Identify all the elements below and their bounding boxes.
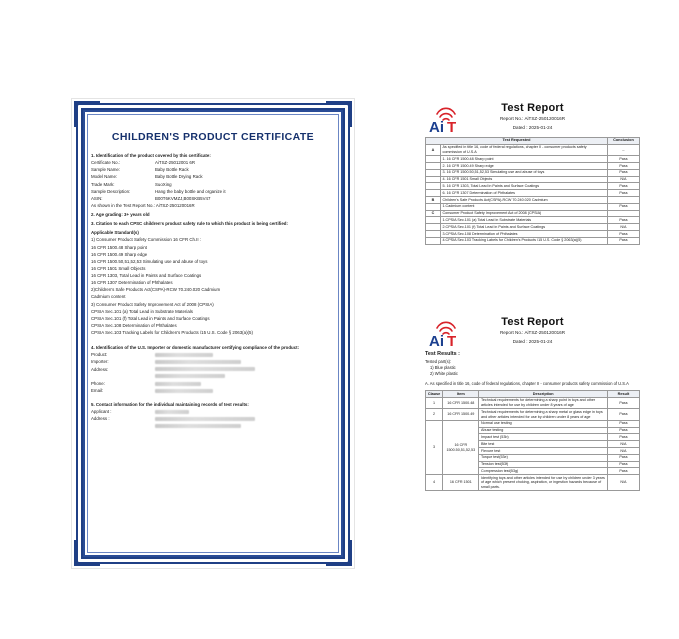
svg-text:T: T — [447, 333, 457, 348]
field-value-redacted — [155, 380, 335, 387]
table-row — [426, 183, 640, 190]
table-row — [426, 224, 640, 231]
row-item: 16 CFR 1500.49 — [443, 409, 479, 420]
contact-field-address-line2 — [91, 422, 335, 429]
certificate-field-trade-mark — [91, 181, 335, 188]
importer-field-product — [91, 351, 335, 358]
tested-part-item: 2) White plastic — [430, 371, 458, 377]
row-result: Pass — [607, 434, 639, 441]
field-label: Applicant : — [91, 409, 112, 415]
row-result: Pass — [607, 203, 639, 210]
field-label: Model Name: — [91, 174, 118, 180]
row-result: Pass — [607, 237, 639, 244]
test-results-title: Test Results : — [425, 350, 460, 357]
row-section — [426, 217, 441, 224]
table-row — [426, 217, 640, 224]
table-header-row — [426, 390, 640, 397]
field-label — [91, 373, 155, 380]
test-requested-table — [425, 137, 640, 245]
field-value-redacted — [155, 415, 335, 422]
field-value-redacted — [155, 408, 335, 415]
row-description: Abuse testing — [479, 427, 607, 434]
field-value: Hang the baby bottle and organize it — [155, 188, 226, 194]
row-clause: 3 — [426, 420, 443, 475]
field-label: ASIN: — [91, 195, 103, 201]
row-description: As specified in title 16, code of federal regulations, chapter II - consumer products safety commission of U.S.A — [440, 144, 607, 155]
field-value-redacted — [155, 366, 335, 373]
row-result: Pass — [607, 409, 639, 420]
column-header-result: Result — [607, 390, 639, 397]
column-header-description: Description — [479, 390, 607, 397]
row-description: Normal use testing — [479, 420, 607, 427]
standard-line: 16 CFR 1500.48 Sharp point — [91, 244, 147, 250]
section-a-note: A. As specified in title 16, code of federal regulations, chapter II - consumer products safety commission of U.S.A — [425, 380, 629, 386]
row-description: 4.CPSIA Sec.103 Tracking Labels for Children's Products /15 U.S. Code § 2063(a)(5) — [440, 237, 607, 244]
row-result — [607, 197, 639, 204]
test-results-table — [425, 390, 640, 491]
importer-field-importer — [91, 358, 335, 365]
row-result: Pass — [607, 162, 639, 169]
row-clause: 4 — [426, 475, 443, 491]
certificate-section-3-heading: 3. Citation to each CPSC children's product safety rule to which this product is being certified: — [91, 221, 288, 227]
standard-line: 16 CFR 1500.50,51,52,53 Simulating use and abuse of toys — [91, 258, 208, 264]
standard-line: 3) Consumer Product Safety Improvement Act of 2008 (CPSIA) — [91, 301, 214, 307]
table-row — [426, 190, 640, 197]
contact-field-applicant — [91, 408, 335, 415]
row-description: 1.CPSIA Sec.101 (a) Total Lead in Substrate Materials — [440, 217, 607, 224]
standard-line: CPSIA Sec.108 Determination of Phthalates — [91, 322, 177, 328]
table-row — [426, 231, 640, 238]
report-date: Dated : 2025-01-24 — [512, 124, 553, 130]
row-result: Pass — [607, 461, 639, 468]
table-row — [426, 144, 640, 155]
row-item: 16 CFR 1501 — [443, 475, 479, 491]
importer-field-address — [91, 366, 335, 373]
row-result: Pass — [607, 231, 639, 238]
tested-part-item: 1) Blue plastic — [430, 365, 456, 371]
applicable-standards-heading: Applicable Standard(s) — [91, 230, 139, 236]
certificate-body — [91, 152, 335, 430]
childrens-product-certificate — [71, 98, 355, 569]
certificate-section-5-heading: 5. Contact information for the individual maintaining records of test results: — [91, 402, 249, 407]
test-report-summary — [411, 98, 654, 306]
importer-field-email — [91, 387, 335, 394]
certificate-field-asin — [91, 195, 335, 202]
row-description: Impact test (53b) — [479, 434, 607, 441]
row-description: 1.Cadmium content — [440, 203, 607, 210]
standard-line: 2)Children's Safe Products Act(CSPA)-RCW 70.240.020 Cadmium — [91, 287, 221, 293]
table-row — [426, 237, 640, 244]
report-number: Report No.: AiTSZ-250120016R — [499, 330, 566, 335]
row-result: N/A — [607, 176, 639, 183]
svg-text:Ai: Ai — [429, 333, 444, 348]
row-description: Bite test — [479, 441, 607, 448]
column-header-test-requested: Test Requested — [426, 137, 608, 144]
field-label: Sample Description: — [91, 188, 131, 194]
field-value: Baby Bottle Rack — [155, 167, 189, 173]
column-header-item: Item — [443, 390, 479, 397]
row-description: 1. 16 CFR 1500.48 Sharp point — [440, 156, 607, 163]
standard-line: 1) Consumer Product Safety Commission 16 CFR Ch.II : — [91, 237, 202, 243]
row-result: Pass — [607, 169, 639, 176]
ait-logo-icon — [425, 104, 479, 134]
field-value: AiTSZ-25012001 6R — [155, 160, 196, 166]
report-title: Test Report — [501, 102, 564, 114]
report-title: Test Report — [501, 316, 564, 328]
svg-text:Ai: Ai — [429, 119, 444, 134]
field-value: Baby Bottle Drying Rack — [155, 174, 203, 180]
field-label: Address: — [91, 366, 109, 372]
row-result: N/A — [607, 448, 639, 455]
contact-field-address — [91, 415, 335, 422]
row-section — [426, 169, 441, 176]
row-section — [426, 203, 441, 210]
field-value-redacted — [155, 387, 335, 394]
row-result: Pass — [607, 190, 639, 197]
certificate-content — [91, 119, 335, 550]
test-results-section — [411, 351, 654, 492]
row-description: 5. 16 CFR 1303, Total Lead in Paints and Surface Coatings — [440, 183, 607, 190]
table-row — [426, 162, 640, 169]
table-row — [426, 210, 640, 217]
field-label: Email: — [91, 387, 104, 393]
row-section: C — [426, 210, 441, 217]
row-description: Torque test(53e) — [479, 454, 607, 461]
row-section — [426, 176, 441, 183]
row-section: A — [426, 144, 441, 155]
field-label — [91, 422, 155, 429]
row-result: Pass — [607, 468, 639, 475]
standard-line: 16 CFR 1500.49 Sharp edge — [91, 251, 148, 257]
table-row — [426, 156, 640, 163]
row-description: 2.CPSIA Sec.101 (f) Total Lead in Paints and Surface Coatings — [440, 224, 607, 231]
row-description: 6. 16 CFR 1307 Determination of Phthalates — [440, 190, 607, 197]
certificate-field-sample-description — [91, 188, 335, 195]
standard-line: CPSIA Sec.101 (a) Total Lead in Substrate Materials — [91, 308, 193, 314]
row-section — [426, 231, 441, 238]
test-report-results — [411, 312, 654, 570]
standard-line: CPSIA Sec.103 Tracking Labels for Children's Products /15 U.S. Code § 2063(a)(5) — [91, 330, 253, 335]
row-section — [426, 237, 441, 244]
row-description: 4. 16 CFR 1501 Small Objects — [440, 176, 607, 183]
ait-logo — [425, 104, 479, 134]
standard-line: 16 CFR 1501 Small Objects — [91, 265, 146, 271]
table-header-row — [426, 137, 640, 144]
table-row — [426, 397, 640, 408]
row-section — [426, 224, 441, 231]
row-item: 16 CFR 1500.48 — [443, 397, 479, 408]
report-date: Dated : 2025-01-24 — [512, 338, 553, 344]
field-label: Importer: — [91, 359, 109, 365]
row-result: Pass — [607, 397, 639, 408]
standard-line: 16 CFR 1307 Determination of Phthalates — [91, 280, 173, 286]
importer-field-address-line2 — [91, 373, 335, 380]
tested-part-label: Tested part(s): — [425, 358, 452, 364]
field-value-redacted — [155, 373, 335, 380]
standard-line: CPSIA Sec.101 (f) Total Lead in Paints and Surface Coatings — [91, 315, 210, 321]
field-label: Trade Mark: — [91, 181, 115, 187]
row-description: Technical requirements for determining a sharp metal or glass edge in toys and other articles intended for use by children under 8 years of age — [479, 409, 607, 420]
row-result: N/A — [607, 475, 639, 491]
row-description: 3.CPSIA Sec.108 Determination of Phthalates — [440, 231, 607, 238]
table-row — [426, 176, 640, 183]
ait-logo-icon — [425, 318, 479, 348]
table-row — [426, 169, 640, 176]
row-section — [426, 156, 441, 163]
field-value-redacted — [155, 422, 335, 429]
test-requested-table-wrap — [411, 137, 654, 245]
row-section — [426, 162, 441, 169]
certificate-section-1-heading: 1. Identification of the product covered by this certificate: — [91, 153, 211, 158]
row-result: -- — [607, 144, 639, 155]
table-row — [426, 203, 640, 210]
row-description: 3. 16 CFR 1500.50,51,52,53 Simulating use and abuse of toys — [440, 169, 607, 176]
certificate-section-4-heading: 4. Identification of the U.S. Importer or domestic manufacturer certifying compliance of the product: — [91, 345, 300, 351]
field-label: Product: — [91, 352, 108, 358]
row-description: Identifying toys and other articles intended for use by children under 3 years of age which present choking, aspiration, or ingestion hazards because of small parts. — [479, 475, 607, 491]
certificate-test-report-reference: As shown in the Test Report No.: AiTSZ-250120016R — [91, 202, 195, 208]
table-row — [426, 420, 640, 427]
row-item: 16 CFR 1500.50,51,52,53 — [443, 420, 479, 475]
field-label: Sample Name: — [91, 167, 121, 173]
field-value-redacted — [155, 351, 335, 358]
row-result: Pass — [607, 156, 639, 163]
row-result: Pass — [607, 183, 639, 190]
row-result: N/A — [607, 224, 639, 231]
field-label: Phone: — [91, 380, 105, 386]
certificate-title: CHILDREN'S PRODUCT CERTIFICATE — [111, 131, 315, 143]
ait-logo — [425, 318, 479, 348]
field-label: Certificate No.: — [91, 160, 121, 166]
svg-text:T: T — [447, 119, 457, 134]
row-description: Compression test(53g) — [479, 468, 607, 475]
row-description: Consumer Product Safety Improvement Act of 2008 (CPSIA) — [440, 210, 607, 217]
row-clause: 1 — [426, 397, 443, 408]
report-number: Report No.: AiTSZ-250120016R — [499, 116, 566, 121]
column-header-conclusion: Conclusion — [607, 137, 639, 144]
field-value-redacted — [155, 358, 335, 365]
row-result — [607, 210, 639, 217]
row-result: Pass — [607, 454, 639, 461]
row-description: Technical requirements for determining a sharp point in toys and other articles intended for use by children under 8 years of age — [479, 397, 607, 408]
table-row — [426, 197, 640, 204]
certificate-section-2-heading: 2. Age grading: 3+ years old — [91, 212, 150, 217]
field-value: SuoXing — [155, 181, 172, 187]
standard-line: Cadmium content — [91, 294, 126, 300]
table-row — [426, 475, 640, 491]
field-value: B00T6KVMZJ,B00SKB5V47 — [155, 195, 211, 201]
importer-field-phone — [91, 380, 335, 387]
tested-parts-list — [425, 359, 640, 378]
row-clause: 2 — [426, 409, 443, 420]
row-result: N/A — [607, 441, 639, 448]
row-result: Pass — [607, 427, 639, 434]
certificate-field-model-name — [91, 173, 335, 180]
column-header-clause: Clause — [426, 390, 443, 397]
row-section — [426, 183, 441, 190]
field-label: Address : — [91, 416, 110, 422]
standard-line: 16 CFR 1303, Total Lead in Paints and Surface Coatings — [91, 273, 202, 278]
row-result: Pass — [607, 420, 639, 427]
row-result: Pass — [607, 217, 639, 224]
row-description: 2. 16 CFR 1500.49 Sharp edge — [440, 162, 607, 169]
row-description: Children's Safe Products Act(CSPA)-RCW 70.240.020 Cadmium — [440, 197, 607, 204]
certificate-field-certificate-no — [91, 159, 335, 166]
table-row — [426, 409, 640, 420]
row-section — [426, 190, 441, 197]
certificate-field-sample-name — [91, 166, 335, 173]
row-section: B — [426, 197, 441, 204]
row-description: Tension test(53f) — [479, 461, 607, 468]
row-description: Flexure test — [479, 448, 607, 455]
